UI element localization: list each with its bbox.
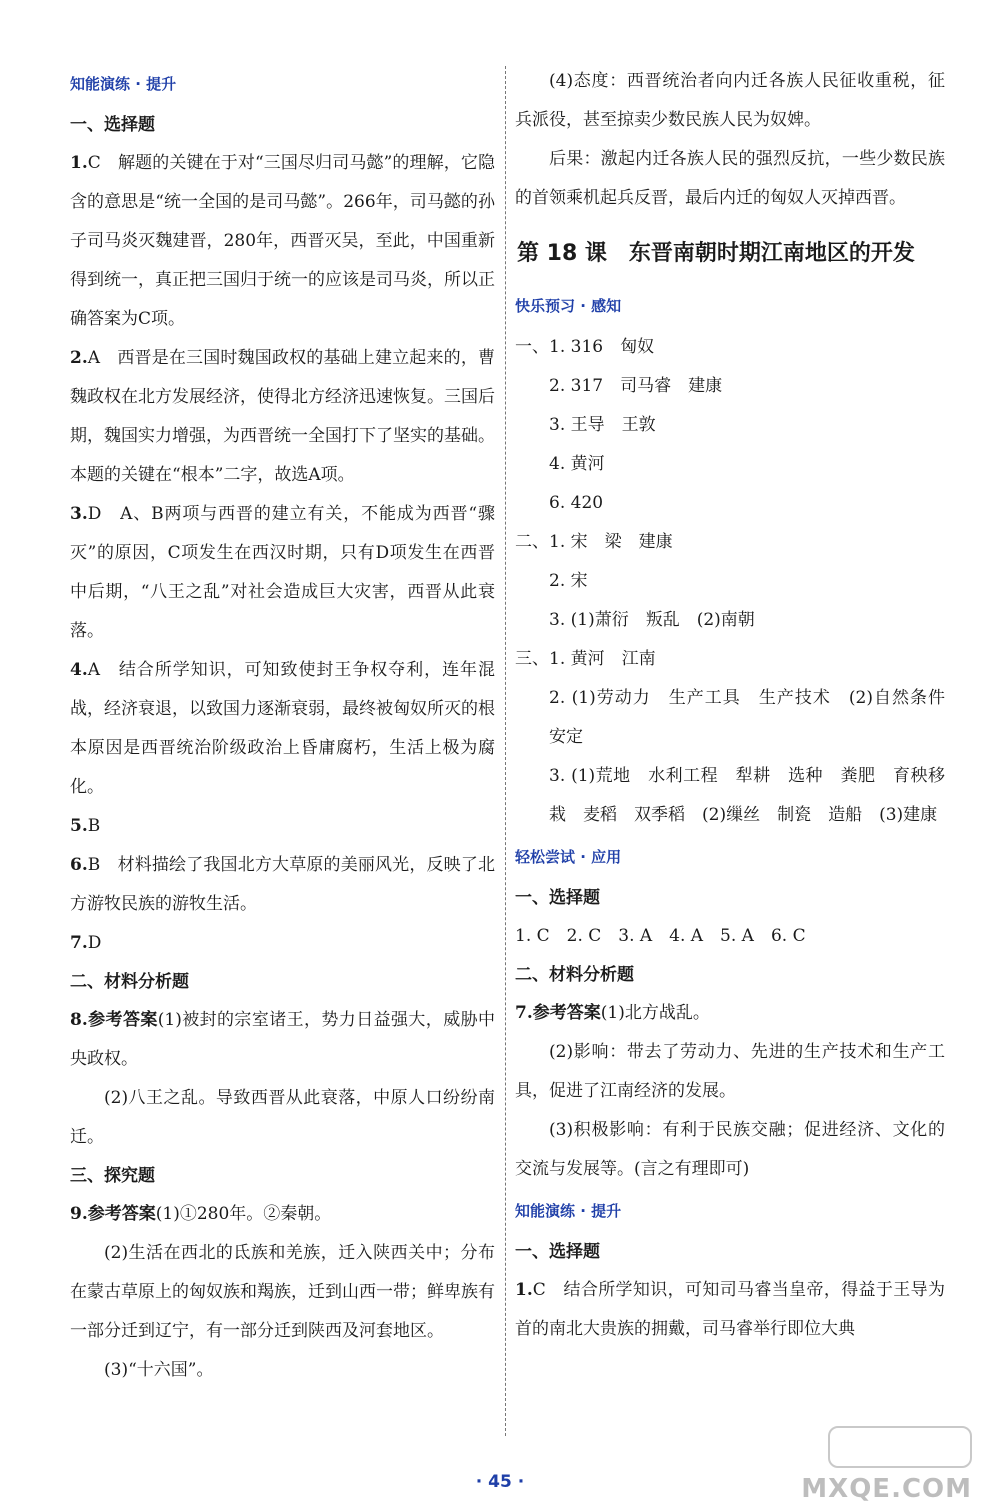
answer-item: 1.C 结合所学知识，可知司马睿当皇帝，得益于王导为首的南北大贵族的拥戴，司马睿举行即位大典 xyxy=(515,1280,945,1339)
answer-item: 5.B xyxy=(70,816,101,836)
answer-line: 2. 宋 xyxy=(549,571,588,591)
watermark-logo xyxy=(778,1422,978,1504)
answer-line: 6. 420 xyxy=(549,493,604,513)
answer-line: 2. (1)劳动力 生产工具 生产技术 (2)自然条件 安定 xyxy=(549,688,962,747)
answer-subitem: (3)积极影响：有利于民族交融；促进经济、文化的交流与发展等。(言之有理即可) xyxy=(515,1120,945,1179)
lesson-title: 第 18 课 东晋南朝时期江南地区的开发 xyxy=(517,241,915,266)
answer-subitem: (3)“十六国”。 xyxy=(104,1360,214,1380)
watermark-badge-icon xyxy=(828,1426,972,1468)
question-type-heading: 一、选择题 xyxy=(515,888,600,908)
answer-line: 三、1. 黄河 江南 xyxy=(515,649,656,669)
section-heading: 轻松尝试 · 应用 xyxy=(515,848,622,866)
answer-line: 4. 黄河 xyxy=(549,454,605,474)
watermark-text: MXQE.COM xyxy=(801,1474,972,1504)
section-heading: 快乐预习 · 感知 xyxy=(515,297,622,315)
answer-subitem: (2)影响：带去了劳动力、先进的生产技术和生产工具，促进了江南经济的发展。 xyxy=(515,1042,945,1101)
answer-item: 1.C 解题的关键在于对“三国尽归司马懿”的理解，它隐含的意思是“统一全国的是司马懿”。266年，司马懿的孙子司马炎灭魏建晋，280年，西晋灭吴，至此，中国重新得到统一，真正把三国归于统一的应该是司马炎，所以正确答案为C项。 xyxy=(70,153,495,329)
answer-subitem: (2)生活在西北的氐族和羌族，迁入陕西关中；分布在蒙古草原上的匈奴族和羯族，迁到山西一带；鲜卑族有一部分迁到辽宁，有一部分迁到陕西及河套地区。 xyxy=(70,1243,495,1341)
answer-item: 7.D xyxy=(70,933,102,953)
answer-line: 3. 王导 王敦 xyxy=(549,415,656,435)
answer-line: 3. (1)荒地 水利工程 犁耕 选种 粪肥 育秧移栽 麦稻 双季稻 (2)缫丝 制瓷 造船 (3)建康 xyxy=(549,766,945,825)
answer-item: 7.参考答案(1)北方战乱。 xyxy=(515,1003,710,1023)
question-type-heading: 一、选择题 xyxy=(70,115,155,135)
section-heading: 知能演练 · 提升 xyxy=(515,1202,622,1220)
question-type-heading: 一、选择题 xyxy=(515,1242,600,1262)
answer-subitem: (2)八王之乱。导致西晋从此衰落，中原人口纷纷南迁。 xyxy=(70,1088,495,1147)
page-number: · 45 · xyxy=(475,1472,525,1492)
answer-item: 6.B 材料描绘了我国北方大草原的美丽风光，反映了北方游牧民族的游牧生活。 xyxy=(70,855,495,914)
right-column xyxy=(515,62,962,1349)
answer-line: 二、1. 宋 梁 建康 xyxy=(515,532,673,552)
answer-item: 9.参考答案(1)①280年。②秦朝。 xyxy=(70,1204,332,1224)
column-divider xyxy=(505,66,506,1436)
answer-continuation: 后果：激起内迁各族人民的强烈反抗，一些少数民族的首领乘机起兵反晋，最后内迁的匈奴人灭掉西晋。 xyxy=(515,149,945,208)
question-type-heading: 二、材料分析题 xyxy=(515,965,634,985)
section-heading: 知能演练 · 提升 xyxy=(70,75,177,93)
answer-item: 2.A 西晋是在三国时魏国政权的基础上建立起来的，曹魏政权在北方发展经济，使得北方经济迅速恢复。三国后期，魏国实力增强，为西晋统一全国打下了坚实的基础。本题的关键在“根本”二字，故选A项。 xyxy=(70,348,495,485)
answer-line: 一、1. 316 匈奴 xyxy=(515,337,655,357)
answer-line: 3. (1)萧衍 叛乱 (2)南朝 xyxy=(549,610,755,630)
answer-item: 8.参考答案(1)被封的宗室诸王，势力日益强大，威胁中央政权。 xyxy=(70,1010,495,1069)
answer-continuation: (4)态度：西晋统治者向内迁各族人民征收重税，征兵派役，甚至掠卖少数民族人民为奴婢。 xyxy=(515,71,945,130)
answer-item: 4.A 结合所学知识，可知致使封王争权夺利，连年混战，经济衰退，以致国力逐渐衰弱，最终被匈奴所灭的根本原因是西晋统治阶级政治上昏庸腐朽，生活上极为腐化。 xyxy=(70,660,495,797)
left-column xyxy=(70,62,495,1390)
question-type-heading: 三、探究题 xyxy=(70,1166,155,1186)
answer-item: 3.D A、B两项与西晋的建立有关，不能成为西晋“骤灭”的原因，C项发生在西汉时期，只有D项发生在西晋中后期，“八王之乱”对社会造成巨大灾害，西晋从此衰落。 xyxy=(70,504,495,641)
answer-line: 2. 317 司马睿 建康 xyxy=(549,376,723,396)
answer-line: 1. C 2. C 3. A 4. A 5. A 6. C xyxy=(515,926,806,946)
question-type-heading: 二、材料分析题 xyxy=(70,972,189,992)
